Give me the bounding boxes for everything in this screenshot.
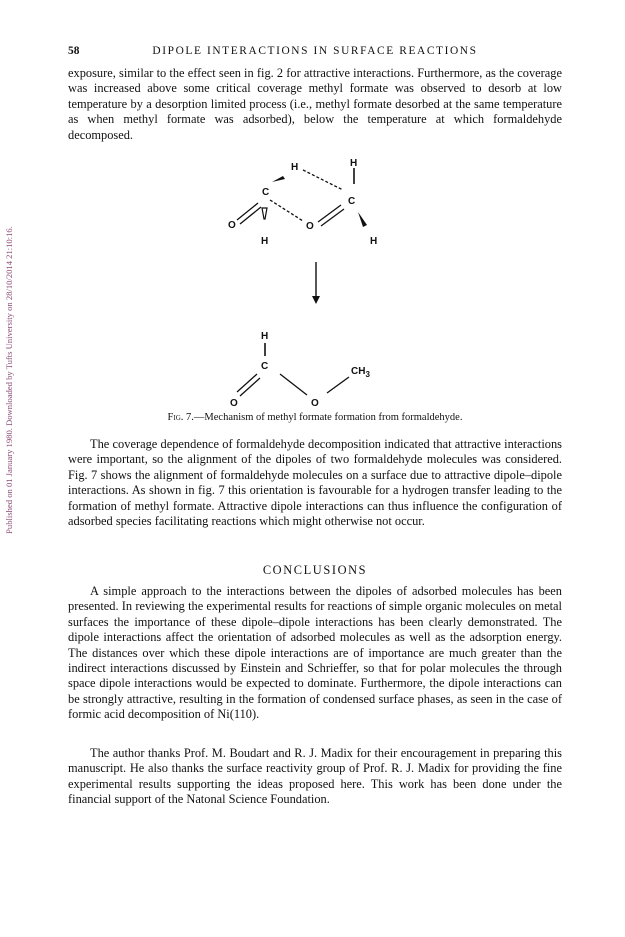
atom-h-top-right: H [350,158,358,169]
atom-h-bottom-left: H [261,236,269,247]
group-ch3: $CH_3$ [351,366,370,379]
atom-c-product: C [261,361,269,372]
figure-caption-text: —Mechanism of methyl formate formation from formaldehyde. [193,412,463,423]
atom-o-carbonyl: O [230,398,238,409]
atom-o-ester: O [311,398,319,409]
atom-o-middle: O [306,221,314,232]
page-number: 58 [68,45,80,57]
atom-o-left: O [228,220,236,231]
paragraph-conclusions: A simple approach to the interactions between the dipoles of adsorbed molecules has been presented. In reviewing the experimental results for reactions of simple organic molecules on metal surfaces the importance of these dipole–dipole interactions has been clearly demonstrated. The dipole interactions affect the orientation of adsorbed molecules as well as the adsorption energy. The distances over which these dipole interactions are of importance are much greater than the indirect interactions discussed by Einstein and Schrieffer, so that for polar molecules the through space dipole interactions would be expected to dominate. Furthermore, the dipole interactions can be strongly attractive, resulting in the formation of condensed surface phases, as seen in the case of formic acid decomposition of Ni(110). [68,584,562,722]
figure-number: Fig. 7. [167,412,194,423]
atom-h-product: H [261,331,269,342]
atom-h-bottom-right: H [370,236,378,247]
atom-h-top-left: H [291,162,299,173]
figure-caption [68,412,562,423]
paragraph-discussion: The coverage dependence of formaldehyde decomposition indicated that attractive interactions were important, so the alignment of the dipoles of two formaldehyde molecules was considered. Fig. 7 shows the alignment of formaldehyde molecules on a surface due to attractive dipole–dipole interactions. As shown in fig. 7 this orientation is favourable for a hydrogen transfer leading to the formation of methyl formate. Attractive dipole interactions can thus influence the configuration of adsorbed species facilitating reactions which might otherwise not occur. [68,437,562,529]
atom-c-right: C [348,196,356,207]
running-title: DIPOLE INTERACTIONS IN SURFACE REACTIONS [152,45,478,57]
product-figure [0,0,625,420]
atom-c-left: C [262,187,270,198]
paragraph-continuation: exposure, similar to the effect seen in fig. 2 for attractive interactions. Furthermore, as the coverage was increased above some critical coverage methyl formate was observed to desorb at low temperature by a desorption limited process (i.e., methyl formate desorbed at the same temperature as when methyl formate was adsorbed), below the temperature at which formaldehyde decomposed. [68,66,562,142]
bond-c-o-product [280,374,307,395]
section-heading-conclusions: CONCLUSIONS [262,563,368,577]
watermark-text: Published on 01 January 1980. Downloaded by Tufts University on 28/10/2014 21:10:16. [4,226,14,534]
paragraph-acknowledgements: The author thanks Prof. M. Boudart and R. J. Madix for their encouragement in preparing this manuscript. He also thanks the surface reactivity group of Prof. R. J. Madix for providing the fine experimental results supporting the ideas proposed here. This work has been done under the financial support of the Natonal Science Foundation. [68,746,562,807]
bond-o-ch3-product [327,377,349,393]
